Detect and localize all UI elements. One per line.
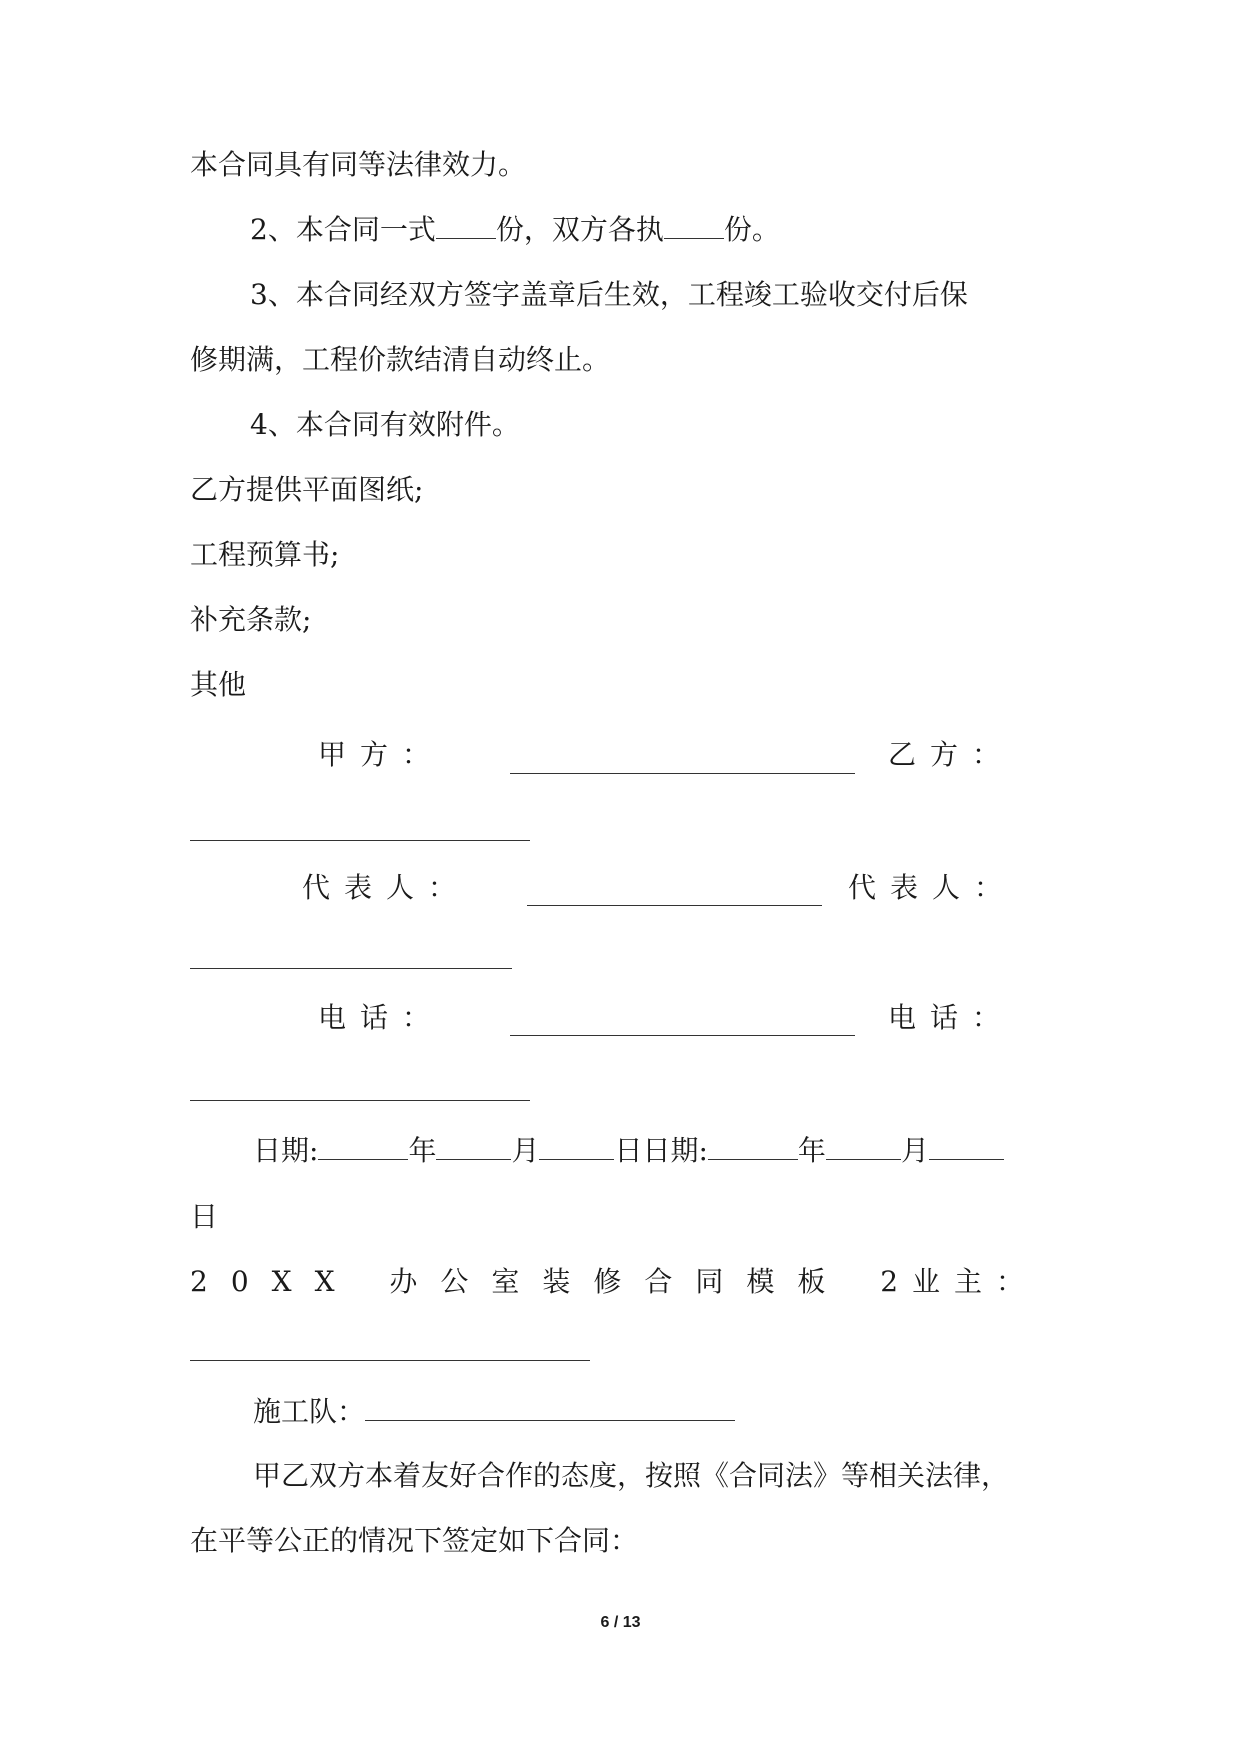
party-a-label: 甲方： [318, 738, 445, 771]
rep-b-line [190, 968, 512, 969]
date-a-day-blank [539, 1135, 614, 1160]
owner-line [190, 1360, 590, 1361]
copies-blank-2 [664, 214, 724, 239]
owner-label: 业主： [912, 1265, 1039, 1298]
attachment-supplementary: 补充条款; [190, 603, 312, 636]
crew-blank [365, 1396, 735, 1421]
date-a-day: 日 [614, 1134, 643, 1167]
date-a-month: 月 [511, 1134, 540, 1167]
page-number: 6 / 13 [600, 1614, 641, 1631]
rep-a-label: 代表人： [302, 871, 471, 904]
line-copies [250, 210, 780, 250]
date-b-year: 年 [797, 1134, 826, 1167]
party-b-label: 乙方： [888, 738, 1015, 771]
date-b-month-blank [826, 1135, 901, 1160]
line-validity: 3、本合同经双方签字盖章后生效，工程竣工验收交付后保 [250, 278, 968, 311]
intro-line-1: 甲乙双方本着友好合作的态度，按照《合同法》等相关法律， [253, 1459, 1010, 1492]
date-b-month: 月 [900, 1134, 929, 1167]
date-b-day: 日 [190, 1200, 219, 1233]
line-validity-cont: 修期满，工程价款结清自动终止。 [190, 343, 611, 376]
date-a-year: 年 [408, 1134, 437, 1167]
line-attachments: 4、本合同有效附件。 [250, 408, 520, 441]
date-line [253, 1131, 1004, 1171]
date-b-year-blank [708, 1135, 798, 1160]
intro-line-2: 在平等公正的情况下签定如下合同： [190, 1524, 639, 1557]
line-effect: 本合同具有同等法律效力。 [190, 148, 527, 181]
rep-b-label: 代表人： [848, 871, 1017, 904]
date-b-day-blank [929, 1135, 1004, 1160]
date-b-label: 日期: [642, 1134, 708, 1167]
date-a-label: 日期: [253, 1134, 319, 1167]
copies-text-1: 2、本合同一式 [250, 213, 436, 246]
attachment-budget: 工程预算书; [190, 538, 340, 571]
attachment-other: 其他 [190, 668, 247, 701]
attachment-drawings: 乙方提供平面图纸; [190, 473, 424, 506]
copies-blank-1 [436, 214, 496, 239]
template2-title: 20XX 办公室装修合同模板 2 [190, 1265, 922, 1298]
crew-label: 施工队： [253, 1395, 366, 1428]
phone-b-line [190, 1100, 530, 1101]
copies-text-3: 份。 [723, 213, 780, 246]
phone-b-label: 电话： [888, 1001, 1015, 1034]
phone-a-line [510, 1035, 855, 1036]
crew-line [253, 1392, 735, 1432]
party-a-line [510, 773, 855, 774]
date-a-month-blank [436, 1135, 511, 1160]
phone-a-label: 电话： [318, 1001, 445, 1034]
rep-a-line [527, 905, 822, 906]
party-b-line [190, 840, 530, 841]
date-a-year-blank [318, 1135, 408, 1160]
copies-text-2: 份，双方各执 [495, 213, 664, 246]
